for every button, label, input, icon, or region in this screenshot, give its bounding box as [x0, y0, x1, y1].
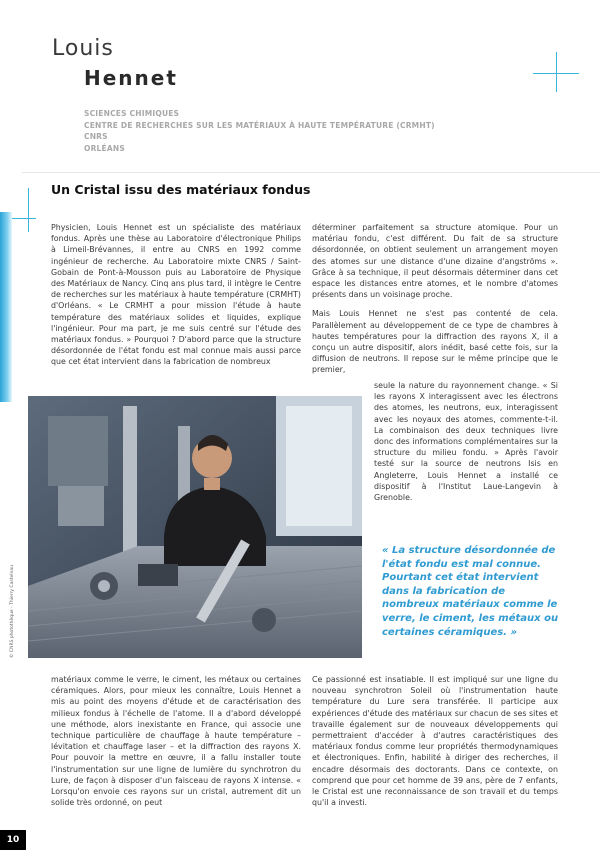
photo-credit: © CNRS photothèque - Thierry Castelnau	[10, 564, 15, 658]
article-column-3	[51, 674, 301, 816]
decorative-cross-vertical	[556, 52, 557, 92]
last-name: Hennet	[84, 66, 178, 90]
paragraph: seule la nature du rayonnement change. « Si les rayons X interagissent avec les électrons des atomes, les neutrons, eux, interagissent avec les noyaux des atomes, commente-t-il. La combinaison des deux techniques livre donc des informations complémentaires sur la structure du milieu fondu. » Après l'avoir testé sur la source de neutrons Isis en Angleterre, Louis Hennet a installé ce dispositif à l'Institut Laue-Langevin à Grenoble.	[374, 381, 558, 503]
affiliation-line: SCIENCES CHIMIQUES	[84, 109, 180, 118]
article-column-4	[312, 674, 558, 816]
paragraph: Physicien, Louis Hennet est un spécialiste des matériaux fondus. Après une thèse au Laboratoire d'électronique Philips à Limeil-Brévannes, il entre au CNRS en 1992 comme ingénieur de recherche. Au Laboratoire mixte CNRS / Saint-Gobain de Pont-à-Mousson puis au Laboratoire de Physique des Matériaux de Nancy. Cinq ans plus tard, il intègre le Centre de recherches sur les matériaux à haute température (CRMHT) d'Orléans. « Le CRMHT a pour mission l'étude à haute température des matériaux solides et liquides, explique l'ingénieur. Pour ma part, je me suis centré sur l'étude des matériaux fondus. » Pourquoi ? D'abord parce que la structure désordonnée de l'état fondu est mal connue mais aussi parce que cet état intervient dans la fabrication de nombreux	[51, 223, 301, 367]
affiliation-line: CENTRE DE RECHERCHES SUR LES MATÉRIAUX À HAUTE TEMPÉRATURE (CRMHT)	[84, 120, 435, 130]
paragraph: Ce passionné est insatiable. Il est impliqué sur une ligne du nouveau synchrotron Soleil où l'instrumentation haute température du Lure sera transférée. Il participe aux expériences d'étude des matériaux sur chacun de ses sites et travaille également sur de nouveaux développements qui permettraient d'accéder à d'autres caractéristiques des matériaux fondus comme leur propriétés thermodynamiques et électroniques. Enfin, habilité à diriger des recherches, il encadre désormais des doctorants. Dans ce contexte, on comprend que pour cet homme de 39 ans, père de 7 enfants, le Cristal est une reconnaissance de son travail et du temps qu'il a investi.	[312, 675, 558, 808]
article-column-2	[312, 222, 558, 384]
photo-illustration	[28, 396, 362, 658]
affiliation-list	[84, 108, 435, 154]
affiliation-line: CNRS	[84, 132, 108, 141]
decorative-gradient-bar	[0, 212, 12, 402]
pull-quote: « La structure désordonnée de l'état fondu est mal connue. Pourtant cet état intervient dans la fabrication de nombreux matériaux comme le verre, le ciment, les métaux ou certaines céramiques. »	[382, 545, 559, 638]
first-name: Louis	[52, 36, 114, 61]
article-column-2-continued	[374, 380, 558, 511]
decorative-cross-vertical	[28, 188, 29, 232]
paragraph: déterminer parfaitement sa structure atomique. Pour un matériau fondu, c'est différent. Du fait de sa structure désordonnée, on obtient seulement un arrangement moyen des atomes sur une distance d'une dizaine d'angströms ». Grâce à sa technique, il peut désormais déterminer dans cet espace les distances entre atomes, et le nombre d'atomes présents dans un voisinage proche.	[312, 223, 558, 300]
affiliation-line: ORLÉANS	[84, 143, 125, 153]
portrait-photo	[28, 396, 362, 658]
paragraph: Mais Louis Hennet ne s'est pas contenté de cela. Parallèlement au développement de ce type de chambres à hautes températures pour la diffraction des rayons X, il a conçu un autre dispositif, alors inédit, basé cette fois, sur la diffusion de neutrons. Il repose sur le même principe que le premier,	[312, 309, 558, 375]
article-column-1	[51, 222, 301, 376]
paragraph: matériaux comme le verre, le ciment, les métaux ou certaines céramiques. Alors, pour mieux les connaître, Louis Hennet a mis au point des moyens d'étude et de caractérisation des milieux fondus à l'échelle de l'atome. Il a d'abord développé une méthode, alors inexistante en France, qui associe une technique particulière de chauffage à haute température – lévitation et chauffage laser – et la diffraction des rayons X. Pour pouvoir la mettre en œuvre, il a fallu installer toute l'instrumentation sur une ligne de lumière du synchrotron du Lure, de façon à disposer d'un faisceau de rayons X intense. « Lorsqu'on envoie ces rayons sur un cristal, autrement dit un solide très ordonné, on peut	[51, 675, 301, 808]
title-divider	[22, 172, 600, 173]
page-number: 10	[0, 830, 26, 850]
article-title: Un Cristal issu des matériaux fondus	[51, 182, 311, 197]
